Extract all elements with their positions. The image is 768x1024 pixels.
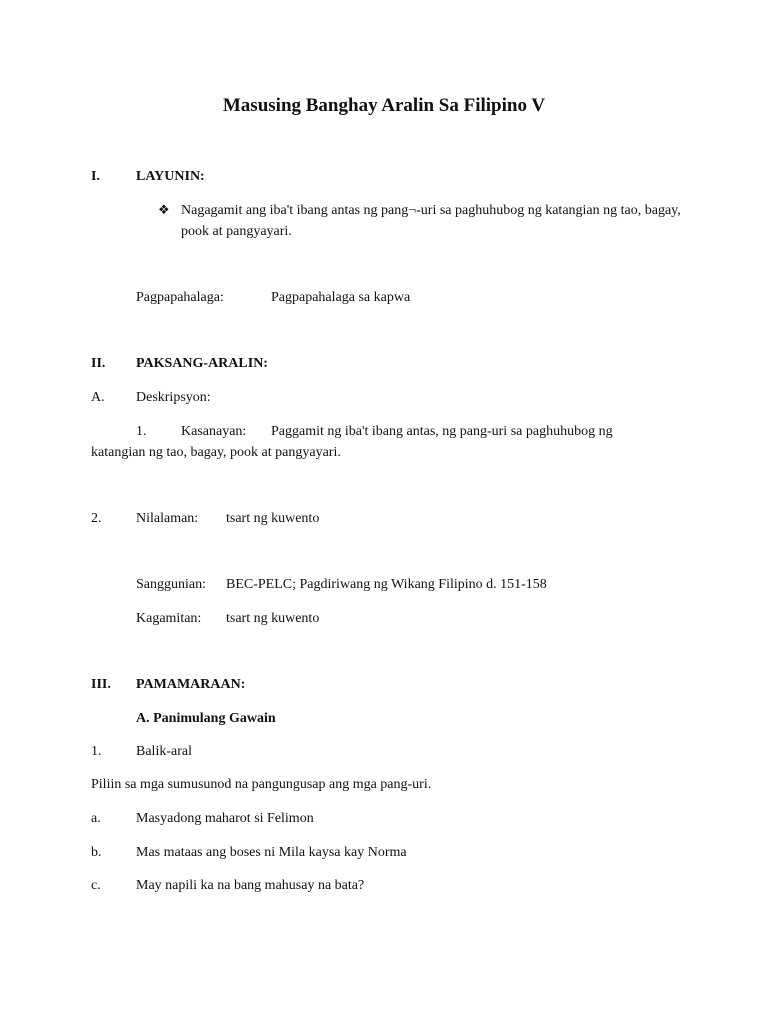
section3-numeral: III. (91, 677, 111, 692)
section3-heading: PAMAMARAAN: (136, 677, 246, 692)
item2-label: Nilalaman: (136, 511, 199, 526)
item1-text-line2: katangian ng tao, bagay, pook at pangyayari. (91, 445, 341, 460)
list-item-label: b. (91, 845, 102, 860)
item1-number: 1. (136, 424, 147, 439)
section1-heading: LAYUNIN: (136, 169, 205, 184)
list-item-label: c. (91, 878, 101, 893)
step1-text: Balik-aral (136, 744, 192, 759)
list-item-text: May napili ka na bang mahusay na bata? (136, 878, 365, 893)
value-text: Pagpapahalaga sa kapwa (271, 290, 411, 305)
item1-label: Kasanayan: (181, 424, 247, 439)
diamond-bullet-icon: ❖ (158, 202, 170, 217)
subsection-heading: A. Panimulang Gawain (136, 711, 276, 726)
item2-text: tsart ng kuwento (226, 511, 320, 526)
section1-numeral: I. (91, 169, 100, 184)
objective-text: Nagagamit ang iba't ibang antas ng pang¬-uri sa paghuhubog ng katangian ng tao, bagay, pook at pangyayari. (181, 203, 681, 239)
source-text: BEC-PELC; Pagdiriwang ng Wikang Filipino d. 151-158 (226, 577, 547, 592)
source-label: Sanggunian: (136, 577, 206, 592)
step1-number: 1. (91, 744, 102, 759)
list-item-label: a. (91, 811, 101, 826)
materials-label: Kagamitan: (136, 611, 202, 626)
section2-heading: PAKSANG-ARALIN: (136, 356, 268, 371)
value-label: Pagpapahalaga: (136, 290, 224, 305)
item1-text-line1: Paggamit ng iba't ibang antas, ng pang-uri sa paghuhubog ng (271, 424, 613, 439)
materials-text: tsart ng kuwento (226, 611, 320, 626)
document-title: Masusing Banghay Aralin Sa Filipino V (222, 95, 546, 116)
list-item-text: Masyadong maharot si Felimon (136, 811, 314, 826)
list-item-text: Mas mataas ang boses ni Mila kaysa kay Norma (136, 845, 407, 860)
subsection-a-text: Deskripsyon: (136, 390, 211, 405)
item2-number: 2. (91, 511, 102, 526)
instruction-text: Piliin sa mga sumusunod na pangungusap ang mga pang-uri. (91, 777, 432, 792)
subsection-a-label: A. (91, 390, 105, 405)
section2-numeral: II. (91, 356, 106, 371)
